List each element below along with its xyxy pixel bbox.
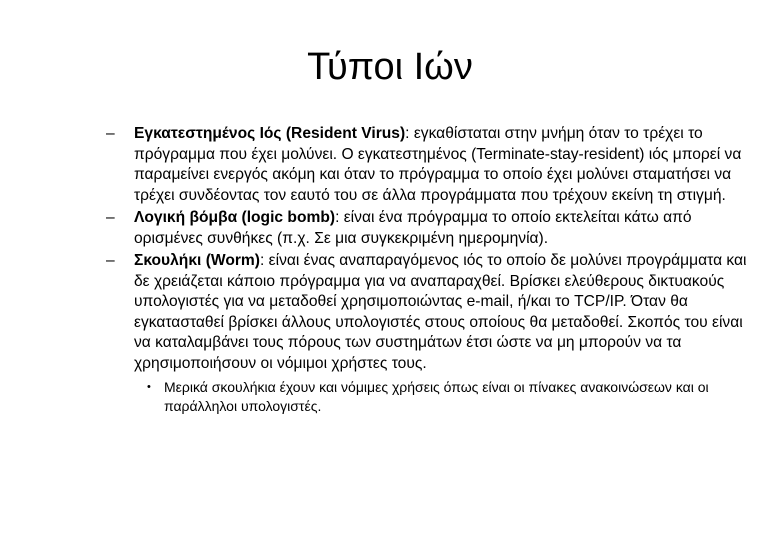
list-item-logic-bomb (88, 208, 748, 249)
term-resident-virus: Εγκατεστημένος Ιός (Resident Virus) (134, 125, 406, 142)
slide-title: Τύποι Ιών (307, 46, 473, 88)
description-worm: : είναι ένας αναπαραγόμενος ιός το οποίο δε μολύνει προγράμματα και δε χρειάζεται κάποιο πρόγραμμα για να αναπαραχθεί. Βρίσκει ελεύθερους δικτυακούς υπολογιστές για να μεταδοθεί χρησιμοποιώντας e-mail, ή/και το TCP/IP. Όταν θα εγκατασταθεί βρίσκει άλλους υπολογιστές στους οποίους θα μεταδοθεί. Σκοπός του είναι να καταλαμβάνει τους πόρους των συστημάτων έτσι ώστε να μη μπορούν να τα χρησιμοποιήσουν οι νόμιμοι χρήστες τους. (134, 252, 747, 372)
description-logic-bomb: : είναι ένα πρόγραμμα το οποίο εκτελείται κάτω από ορισμένες συνθήκες (π.χ. Σε μια συγκεκριμένη ημερομηνία). (134, 209, 692, 247)
description-resident-virus: : εγκαθίσταται στην μνήμη όταν το τρέχει το πρόγραμμα που έχει μολύνει. Ο εγκατεστημένος (Terminate-stay-resident) ιός μπορεί να παραμείνει ενεργός ακόμη και όταν το πρόγραμμα το οποίο έχει μολύνει σταματήσει να τρέχει συνδέοντας τον εαυτό του σε άλλα προγράμματα που τρέχουν εκείνη τη στιγμή. (134, 125, 742, 204)
list-item-resident-virus (88, 124, 748, 206)
dash-bullet: – (106, 252, 115, 269)
term-worm: Σκουλήκι (Worm) (134, 252, 260, 269)
dot-bullet: • (147, 381, 151, 393)
dash-bullet: – (106, 209, 115, 226)
slide-content (88, 124, 748, 418)
dash-bullet: – (106, 125, 115, 142)
term-logic-bomb: Λογική βόμβα (logic bomb) (134, 209, 336, 226)
list-item-worm (88, 251, 748, 416)
sub-bullet-list (134, 378, 748, 416)
bullet-list (88, 124, 748, 416)
sub-list-item-worm-uses (134, 378, 748, 416)
sub-item-text: Μερικά σκουλήκια έχουν και νόμιμες χρήσεις όπως είναι οι πίνακες ανακοινώσεων και οι παράλληλοι υπολογιστές. (164, 379, 709, 414)
